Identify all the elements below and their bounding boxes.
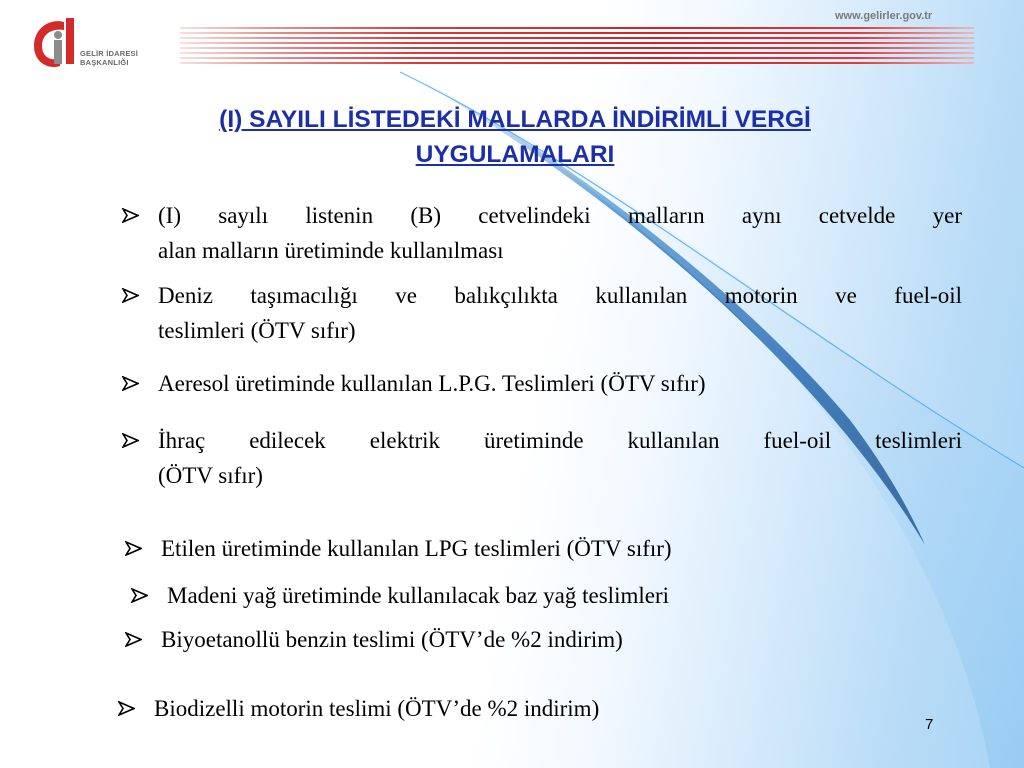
page-number: 7 xyxy=(925,716,934,733)
arrow-bullet-icon xyxy=(122,208,139,223)
bullet-text: Biyoetanollü benzin teslimi (ÖTV’de %2 indirim) xyxy=(161,627,623,652)
bullet-item xyxy=(125,622,965,657)
bullet-text: Etilen üretiminde kullanılan LPG teslimleri (ÖTV sıfır) xyxy=(161,536,672,561)
bullet-item xyxy=(122,198,962,268)
bullet-item xyxy=(118,691,958,726)
organization-name xyxy=(80,50,138,67)
bullet-text-line2: alan malların üretiminde kullanılması xyxy=(158,238,504,263)
slide-title-line1: (I) SAYILI LİSTEDEKİ MALLARDA İNDİRİMLİ VERGİ xyxy=(219,106,811,133)
bullet-text: Madeni yağ üretiminde kullanılacak baz yağ teslimleri xyxy=(167,583,669,608)
organization-name-line1: GELİR İDARESİ xyxy=(80,49,139,58)
bullet-text: Biodizelli motorin teslimi (ÖTV’de %2 indirim) xyxy=(154,696,600,721)
arrow-bullet-icon xyxy=(125,632,142,647)
organization-name-line2: BAŞKANLIĞI xyxy=(80,57,129,67)
gelir-idaresi-logo-icon xyxy=(30,16,78,72)
bullet-text-line1: İhraç edilecek elektrik üretiminde kullanılan fuel-oil teslimleri xyxy=(158,428,962,453)
header-banner xyxy=(0,0,1024,78)
bullet-text-line1: (I) sayılı listenin (B) cetvelindeki malların aynı cetvelde yer xyxy=(158,203,962,228)
arrow-bullet-icon xyxy=(131,588,148,603)
bullet-text-line1: Deniz taşımacılığı ve balıkçılıkta kullanılan motorin ve fuel-oil xyxy=(158,283,962,308)
slide-title-line2: UYGULAMALARI xyxy=(415,141,615,168)
arrow-bullet-icon xyxy=(125,541,142,556)
bullet-item xyxy=(125,531,965,566)
bullet-item xyxy=(131,578,971,613)
bullet-text-line2: teslimleri (ÖTV sıfır) xyxy=(158,318,356,343)
website-url: www.gelirler.gov.tr xyxy=(835,10,933,22)
bullet-item xyxy=(122,278,962,348)
header-stripes xyxy=(180,27,974,67)
slide-title xyxy=(60,102,970,172)
arrow-bullet-icon xyxy=(118,701,135,716)
bullet-item xyxy=(122,366,962,401)
arrow-bullet-icon xyxy=(122,288,139,303)
bullet-text: Aeresol üretiminde kullanılan L.P.G. Teslimleri (ÖTV sıfır) xyxy=(158,371,706,396)
bullet-text-line2: (ÖTV sıfır) xyxy=(158,463,263,488)
bullet-item xyxy=(122,423,962,493)
arrow-bullet-icon xyxy=(122,376,139,391)
arrow-bullet-icon xyxy=(122,433,139,448)
